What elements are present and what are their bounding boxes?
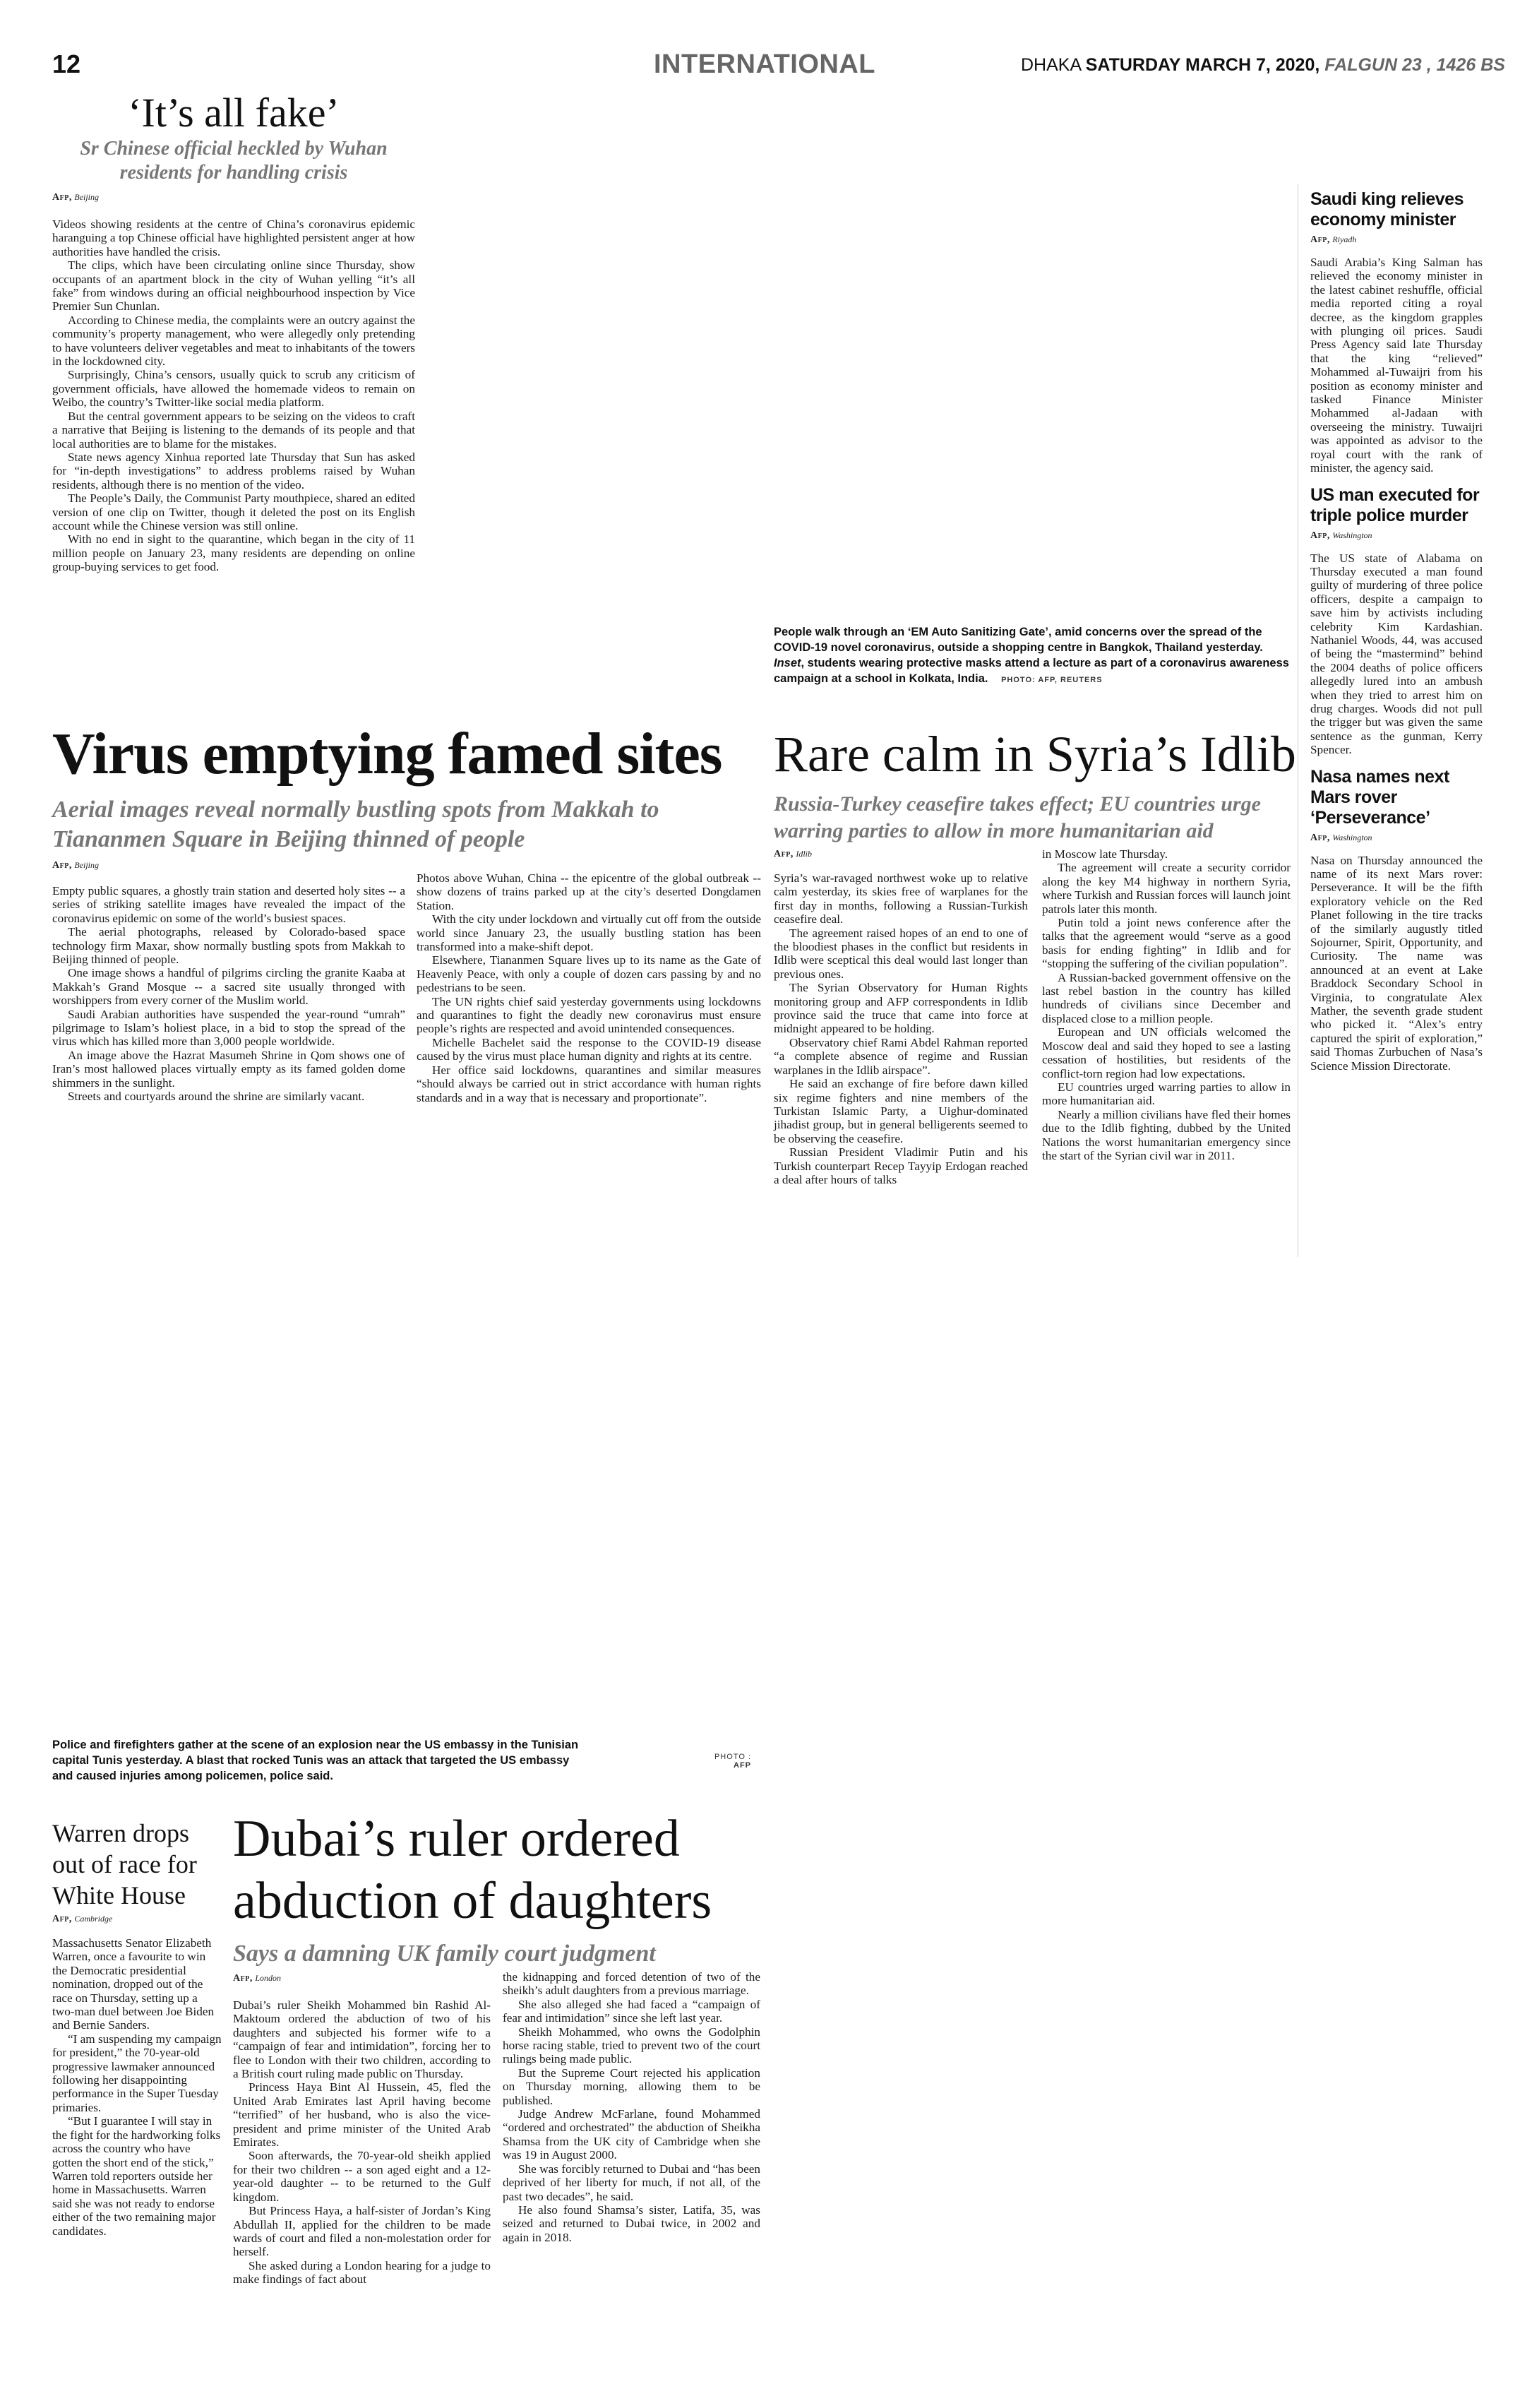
brief-saudi bbox=[1310, 189, 1483, 475]
story-body: Videos showing residents at the centre of China’s coronavirus epidemic haranguing a top Chinese official have highlighted persistent anger at how authorities have handled the crisis. The clips, which have been circulating online since Thursday, show occupants of an apartment block in the city of Wuhan yelling “it’s all fake” from windows during an official neighbourhood inspection by Vice Premier Sun Chunlan. According to Chinese media, the complaints were an outcry against the community’s property management, who were allegedly only pretending to have volunteers deliver vegetables and meat to inhabitants of the towers in the lockdowned city. Surprisingly, China’s censors, usually quick to scrub any criticism of government officials, have allowed the homemade videos to remain on Weibo, the country’s Twitter-like social media platform. But the central government appears to be seizing on the videos to craft a narrative that Beijing is listening to the demands of its people and that local authorities are to blame for the mistakes. State news agency Xinhua reported late Thursday that Sun has asked for “in-depth investigations” to address problems raised by Wuhan residents, although there is no mention of the video. The People’s Daily, the Communist Party mouthpiece, shared an edited version of one clip on Twitter, though it deleted the post on its English account while the Chinese version was still online. With no end in sight to the quarantine, which began in the city of 11 million people on January 23, many residents are depending on online group-buying services to get food. bbox=[52, 217, 415, 574]
brief-credit: Afp, Riyadh bbox=[1310, 234, 1357, 245]
story-its-all-fake bbox=[52, 90, 415, 574]
photo-caption-tunis: Police and firefighters gather at the scene of an explosion near the US embassy in the Tunisian capital Tunis yesterday. A blast that rocked Tunis was an attack that targeted the US embassy and caused injuries among policemen, police said. bbox=[52, 1739, 579, 1782]
dateline-date: SATURDAY MARCH 7, 2020, bbox=[1085, 55, 1320, 75]
dateline bbox=[1021, 55, 1505, 76]
brief-headline: US man executed for triple police murder bbox=[1310, 484, 1480, 525]
virus-column-1: Empty public squares, a ghostly train station and deserted holy sites -- a series of striking satellite images have revealed the impact of the coronavirus epidemic on some of the world’s busiest spaces. The aerial photographs, released by Colorado-based space technology firm Maxar, show normally bustling spots from Makkah to Beijing thinned of people. One image shows a handful of pilgrims circling the granite Kaaba at Makkah’s Grand Mosque -- a sacred site usually thronged with worshippers from every corner of the Muslim world. Saudi Arabian authorities have suspended the year-round “umrah” pilgrimage to Islam’s holiest place, in a bid to stop the spread of the virus which has killed more than 3,000 people worldwide. An image above the Hazrat Masumeh Shrine in Qom shows one of Iran’s most hallowed places virtually empty as its famed golden dome shimmers in the sunlight. Streets and courtyards around the shrine are similarly vacant. bbox=[52, 884, 405, 1104]
brief-us-man bbox=[1310, 485, 1483, 757]
section-label: INTERNATIONAL bbox=[654, 49, 875, 79]
story-headline: ‘It’s all fake’ bbox=[128, 90, 340, 136]
story-credit: Afp, Beijing bbox=[52, 860, 99, 871]
brief-credit: Afp, Washington bbox=[1310, 832, 1372, 843]
story-credit: Afp, London bbox=[233, 1973, 282, 1984]
brief-headline: Nasa names next Mars rover ‘Perseverance’ bbox=[1310, 766, 1449, 828]
syria-column-2: in Moscow late Thursday. The agreement will create a security corridor along the key M4 highway in northern Syria, where Turkish and Russian forces will launch joint patrols later this month. Putin told a joint news conference after the talks that the agreement would “serve as a good basis for ending fighting” in Idlib and for “stopping the suffering of the civilian population”. A Russian-backed government offensive on the last rebel bastion in the country has killed hundreds of civilians since December and displaced close to a million people. European and UN officials welcomed the Moscow deal and said they hoped to see a lasting cessation of hostilities, but residents of the conflict-torn region had low expectations. EU countries urged warring parties to allow in more humanitarian aid. Nearly a million civilians have fled their homes due to the Idlib fighting, dubbed by the United Nations the worst humanitarian emergency since the start of the Syrian civil war in 2011. bbox=[1042, 847, 1291, 1162]
syria-column-1: Syria’s war-ravaged northwest woke up to relative calm yesterday, its skies free of warplanes for the first day in months, following a Russian-Turkish ceasefire deal. The agreement raised hopes of an end to one of the bloodiest phases in the conflict but residents in Idlib were sceptical this deal would last longer than previous ones. The Syrian Observatory for Human Rights monitoring group and AFP correspondents in Idlib province said the truce that came into force at midnight appeared to be holding. Observatory chief Rami Abdel Rahman reported “a complete absence of regime and Russian warplanes in the Idlib airspace”. He said an exchange of fire before dawn killed six regime fighters and nine members of the Turkistan Islamic Party, a Uighur-dominated jihadist group, but in general belligerents seemed to be observing the ceasefire. Russian President Vladimir Putin and his Turkish counterpart Recep Tayyip Erdogan reached a deal after hours of talks bbox=[774, 871, 1028, 1186]
story-subhead: Says a damning UK family court judgment bbox=[233, 1941, 656, 1967]
story-credit: Afp, Beijing bbox=[52, 192, 99, 203]
dubai-column-1: Dubai’s ruler Sheikh Mohammed bin Rashid Al-Maktoum ordered the abduction of two of his daughters and subjected his former wife to a “campaign of fear and intimidation”, forcing her to flee to London with their two children, according to a British court ruling made public on Thursday. Princess Haya Bint Al Hussein, 45, fled the United Arab Emirates last April having become “terrified” of her husband, who is also the vice-president and prime minister of the United Arab Emirates. Soon afterwards, the 70-year-old sheikh applied for their two children -- a son aged eight and a 12-year-old daughter -- to be returned to the Gulf kingdom. But Princess Haya, a half-sister of Jordan’s King Abdullah II, applied for the children to be made wards of court and filed a non-molestation order for herself. She asked during a London hearing for a judge to make findings of fact about bbox=[233, 1998, 491, 2287]
story-headline: Dubai’s ruler ordered abduction of daughters bbox=[233, 1810, 712, 1930]
story-credit: Afp, Idlib bbox=[774, 849, 812, 859]
dateline-city: DHAKA bbox=[1021, 55, 1081, 75]
story-virus-sites bbox=[52, 720, 758, 871]
photo-tunis-explosion bbox=[52, 1278, 758, 1730]
brief-body: Nasa on Thursday announced the name of its next Mars rover: Perseverance. It will be the fifth exploratory vehicle on the Red Planet following in the tire tracks of the similarly augustly titled Sojourner, Spirit, Opportunity, and Curiosity. The name was announced at an event at Lake Braddock Secondary School in Virginia, to congratulate Alex Mather, the seventh grade student who picked it. “Alex’s entry captured the spirit of exploration,” said Thomas Zurbuchen of Nasa’s Science Mission Directorate. bbox=[1310, 853, 1483, 1073]
brief-nasa bbox=[1310, 767, 1483, 1073]
sidebar-briefs bbox=[1310, 189, 1483, 1073]
photo-sanitizing-gate bbox=[431, 85, 1292, 618]
story-syria-idlib bbox=[774, 720, 1296, 860]
page-number: 12 bbox=[52, 49, 81, 78]
story-dubai-ruler bbox=[233, 1808, 770, 1984]
story-subhead: Aerial images reveal normally bustling spots from Makkah to Tiananmen Square in Beijing thinned of people bbox=[52, 797, 659, 852]
photo-credit-tunis: PHOTO : AFP bbox=[714, 1753, 751, 1770]
story-credit: Afp, Cambridge bbox=[52, 1914, 113, 1924]
dateline-bangla: FALGUN 23 , 1426 BS bbox=[1324, 55, 1505, 75]
dubai-column-2: the kidnapping and forced detention of two of the sheikh’s adult daughters from a previous marriage. She also alleged she had faced a “campaign of fear and intimidation” since she left last year. Sheikh Mohammed, who owns the Godolphin horse racing stable, tried to prevent two of the court rulings being made public. But the Supreme Court rejected his application on Thursday morning, allowing them to be published. Judge Andrew McFarlane, found Mohammed “ordered and orchestrated” the abduction of Sheikha Shamsa from the UK city of Cambridge when she was 19 in August 2000. She was forcibly returned to Dubai and “has been deprived of her liberty for much, if not all, of the past two decades”, he said. He also found Shamsa’s sister, Latifa, 35, was seized and returned to Dubai twice, in 2002 and again in 2018. bbox=[503, 1970, 760, 2244]
brief-body: Saudi Arabia’s King Salman has relieved the economy minister in the latest cabinet reshuffle, official media reported citing a royal decree, as the kingdom grapples with plunging oil prices. Saudi Press Agency said late Thursday that the king “relieved” Mohammed al-Tuwaijri from his position as economy minister and tasked Finance Minister Mohammed al-Jadaan with overseeing the ministry. Tuwaijri was appointed as advisor to the royal court with the rank of minister, the agency said. bbox=[1310, 256, 1483, 475]
story-subhead: Sr Chinese official heckled by Wuhan residents for handling crisis bbox=[80, 138, 388, 184]
virus-column-2: Photos above Wuhan, China -- the epicentre of the global outbreak -- show dozens of trains parked up at the city’s deserted Dongdamen Station. With the city under lockdown and virtually cut off from the outside world since January 23, the usually bustling station has been transformed into a make-shift depot. Elsewhere, Tiananmen Square lives up to its name as the Gate of Heavenly Peace, with only a couple of dozen cars passing by and no pedestrians to be seen. The UN rights chief said yesterday governments using lockdowns and quarantines to fight the deadly new coronavirus must ensure people’s rights are respected and avoid unintended consequences. Michelle Bachelet said the response to the COVID-19 disease caused by the virus must place human dignity and rights at its centre. Her office said lockdowns, quarantines and similar measures “should always be carried out in strict accordance with human rights standards and in a way that is necessary and proportionate”. bbox=[417, 871, 761, 1104]
story-headline: Virus emptying famed sites bbox=[52, 721, 722, 787]
story-subhead: Russia-Turkey ceasefire takes effect; EU countries urge warring parties to allow in more humanitarian aid bbox=[774, 792, 1261, 842]
story-warren bbox=[52, 1818, 222, 2238]
photo-caption-sanitizing-gate: People walk through an ‘EM Auto Sanitizing Gate’, amid concerns over the spread of the COVID-19 novel coronavirus, outside a shopping centre in Bangkok, Thailand yesterday. Inset, students wearing protective masks attend a lecture as part of a coronavirus awareness campaign at a school in Kolkata, India. PHOTO: AFP, REUTERS bbox=[774, 626, 1289, 685]
page-header bbox=[0, 0, 1532, 92]
story-headline: Rare calm in Syria’s Idlib bbox=[774, 726, 1296, 782]
brief-headline: Saudi king relieves economy minister bbox=[1310, 189, 1464, 230]
photo-credit: PHOTO: AFP, REUTERS bbox=[1001, 676, 1103, 684]
brief-body: The US state of Alabama on Thursday executed a man found guilty of murdering of three police officers, despite a campaign to save him by activists including celebrity Kim Kardashian. Nathaniel Woods, 44, was accused of being the “mastermind” behind the 2004 deaths of police officers allegedly lured into an ambush when they tried to arrest him on drug charges. Woods did not pull the trigger but was given the same sentence as the gunman, Kerry Spencer. bbox=[1310, 551, 1483, 757]
brief-credit: Afp, Washington bbox=[1310, 530, 1372, 541]
story-headline: Warren drops out of race for White House bbox=[52, 1819, 197, 1909]
story-body: Massachusetts Senator Elizabeth Warren, once a favourite to win the Democratic presidential nomination, dropped out of the race on Thursday, setting up a two-man duel between Joe Biden and Bernie Sanders. “I am suspending my campaign for president,” the 70-year-old progressive lawmaker announced following her disappointing performance in the Super Tuesday primaries. “But I guarantee I will stay in the fight for the hardworking folks across the country who have gotten the short end of the stick,” Warren told reporters outside her home in Massachusetts. Warren said she was not ready to endorse either of the two remaining major candidates. bbox=[52, 1936, 222, 2238]
